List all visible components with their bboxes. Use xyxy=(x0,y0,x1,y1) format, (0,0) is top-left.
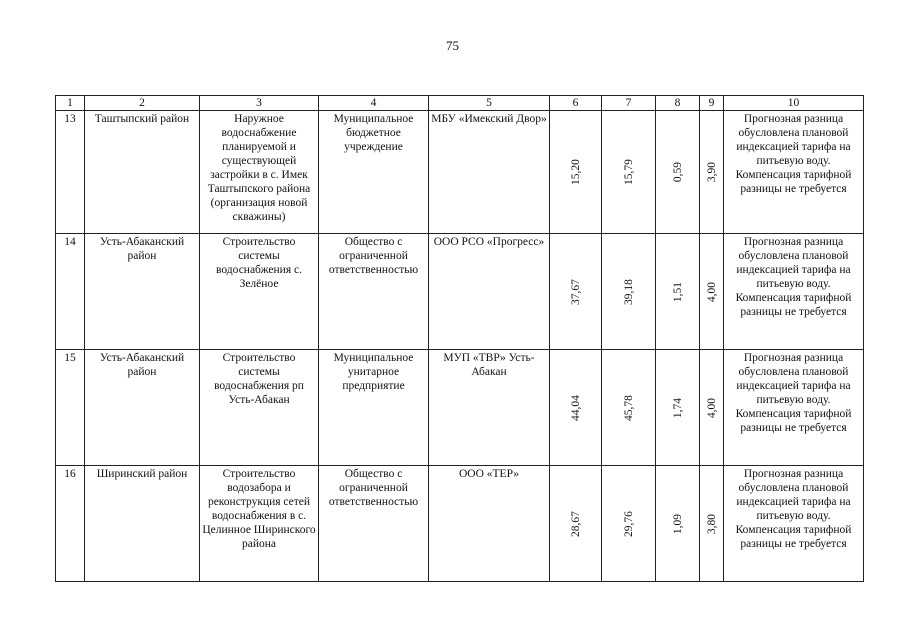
project-cell: Строительство водозабора и реконструкция сетей водоснабжения в с. Целинное Ширинского района xyxy=(200,466,319,582)
page-number: 75 xyxy=(446,38,459,53)
value-text: 4,00 xyxy=(705,281,718,302)
row-number-cell: 16 xyxy=(56,466,85,582)
table-row xyxy=(56,466,864,582)
legal-form-cell: Общество с ограниченной ответственностью xyxy=(319,466,429,582)
header-cell: 8 xyxy=(656,96,700,111)
value-cell-6 xyxy=(550,111,602,234)
note-cell: Прогнозная разница обусловлена плановой индексацией тарифа на питьевую воду. Компенсация тарифной разницы не требуется xyxy=(724,350,864,466)
value-text: 28,67 xyxy=(569,510,582,537)
value-cell-7 xyxy=(602,466,656,582)
value-text: 3,80 xyxy=(705,513,718,534)
value-text: 39,18 xyxy=(622,278,635,305)
organization-cell: ООО РСО «Прогресс» xyxy=(429,234,550,350)
value-text: 44,04 xyxy=(569,394,582,421)
value-text: 3,90 xyxy=(705,161,718,183)
value-text: 1,51 xyxy=(671,281,684,302)
tariff-table xyxy=(55,95,864,582)
district-cell: Усть-Абаканский район xyxy=(85,234,200,350)
header-cell: 5 xyxy=(429,96,550,111)
legal-form-cell: Общество с ограниченной ответственностью xyxy=(319,234,429,350)
row-number-cell: 15 xyxy=(56,350,85,466)
header-cell: 10 xyxy=(724,96,864,111)
value-cell-9 xyxy=(700,350,724,466)
project-cell: Строительство системы водоснабжения рп Усть-Абакан xyxy=(200,350,319,466)
value-cell-9 xyxy=(700,234,724,350)
value-cell-9 xyxy=(700,466,724,582)
value-text: 37,67 xyxy=(569,278,582,305)
value-text: 0,59 xyxy=(671,161,684,183)
value-cell-7 xyxy=(602,234,656,350)
row-number-cell: 13 xyxy=(56,111,85,234)
table-row xyxy=(56,350,864,466)
value-cell-6 xyxy=(550,234,602,350)
value-cell-7 xyxy=(602,350,656,466)
value-cell-7 xyxy=(602,111,656,234)
district-cell: Усть-Абаканский район xyxy=(85,350,200,466)
note-cell: Прогнозная разница обусловлена плановой индексацией тарифа на питьевую воду. Компенсация тарифной разницы не требуется xyxy=(724,111,864,234)
value-cell-8 xyxy=(656,234,700,350)
organization-cell: МУП «ТВР» Усть-Абакан xyxy=(429,350,550,466)
header-cell: 6 xyxy=(550,96,602,111)
value-text: 1,09 xyxy=(671,513,684,534)
value-text: 4,00 xyxy=(705,397,718,418)
value-cell-6 xyxy=(550,350,602,466)
header-cell: 9 xyxy=(700,96,724,111)
project-cell: Строительство системы водоснабжения с. Зелёное xyxy=(200,234,319,350)
header-cell: 1 xyxy=(56,96,85,111)
note-cell: Прогнозная разница обусловлена плановой индексацией тарифа на питьевую воду. Компенсация тарифной разницы не требуется xyxy=(724,234,864,350)
header-cell: 3 xyxy=(200,96,319,111)
table-row xyxy=(56,234,864,350)
header-cell: 7 xyxy=(602,96,656,111)
district-cell: Ширинский район xyxy=(85,466,200,582)
note-cell: Прогнозная разница обусловлена плановой индексацией тарифа на питьевую воду. Компенсация тарифной разницы не требуется xyxy=(724,466,864,582)
legal-form-cell: Муниципальное унитарное предприятие xyxy=(319,350,429,466)
value-text: 15,20 xyxy=(569,159,582,185)
value-text: 29,76 xyxy=(622,510,635,537)
table-header-row xyxy=(56,96,864,111)
project-cell: Наружное водоснабжение планируемой и существующей застройки в с. Имек Таштыпского района (организация новой скважины) xyxy=(200,111,319,234)
header-cell: 4 xyxy=(319,96,429,111)
value-cell-8 xyxy=(656,466,700,582)
district-cell: Таштыпский район xyxy=(85,111,200,234)
value-cell-8 xyxy=(656,350,700,466)
organization-cell: МБУ «Имекский Двор» xyxy=(429,111,550,234)
header-cell: 2 xyxy=(85,96,200,111)
organization-cell: ООО «ТЕР» xyxy=(429,466,550,582)
value-cell-6 xyxy=(550,466,602,582)
legal-form-cell: Муниципальное бюджетное учреждение xyxy=(319,111,429,234)
table-row xyxy=(56,111,864,234)
value-cell-8 xyxy=(656,111,700,234)
value-text: 45,78 xyxy=(622,394,635,421)
value-text: 1,74 xyxy=(671,397,684,418)
value-text: 15,79 xyxy=(622,159,635,185)
row-number-cell: 14 xyxy=(56,234,85,350)
value-cell-9 xyxy=(700,111,724,234)
